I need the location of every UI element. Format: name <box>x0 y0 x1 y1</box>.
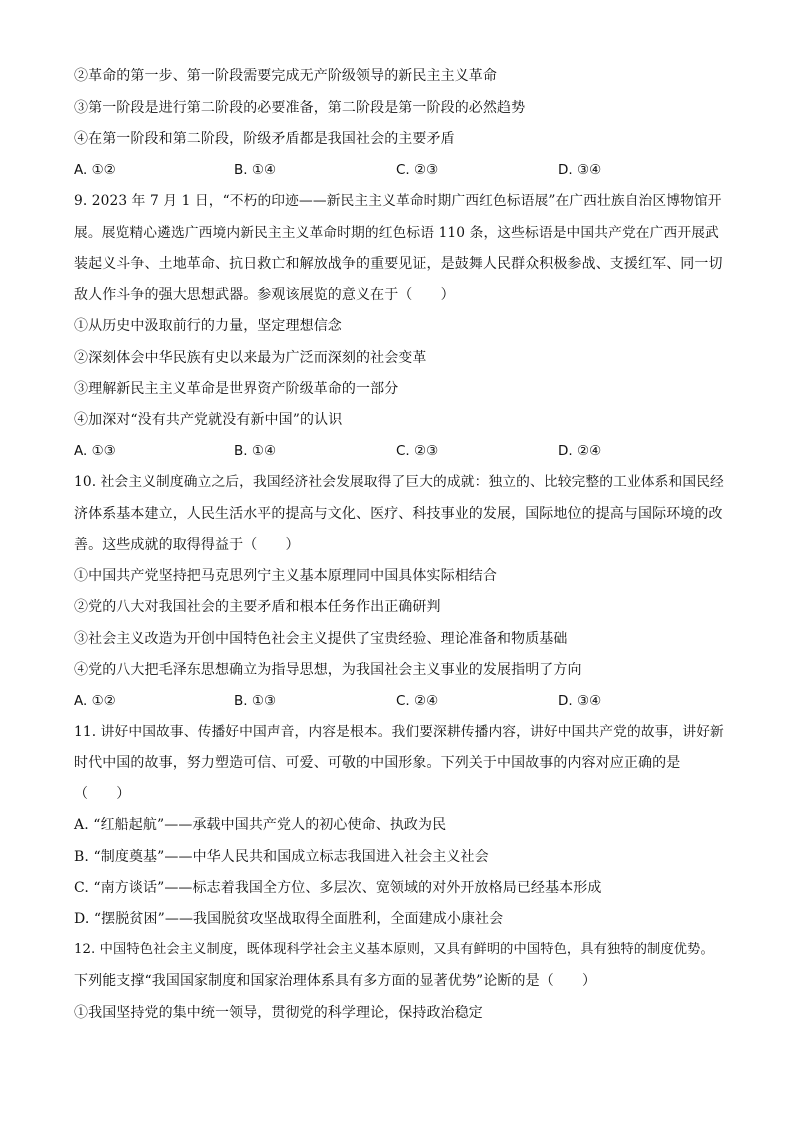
option-d: D. ②④ <box>558 443 602 459</box>
question-12-stem-line-2: 下列能支撑“我国国家制度和国家治理体系具有多方面的显著优势”论断的是（ ） <box>74 973 597 989</box>
option-d: D. ③④ <box>558 162 602 178</box>
question-10-statement-3: ③社会主义改造为开创中国特色社会主义提供了宝贵经验、理论准备和物质基础 <box>74 631 568 647</box>
question-9-statement-1: ①从历史中汲取前行的力量，坚定理想信念 <box>74 318 342 334</box>
question-9-statement-3: ③理解新民主主义革命是世界资产阶级革命的一部分 <box>74 381 399 397</box>
option-a: A. ①② <box>74 693 116 709</box>
question-11-choice-d: D. “摆脱贫困”——我国脱贫攻坚战取得全面胜利，全面建成小康社会 <box>74 911 504 927</box>
question-10-statement-1: ①中国共产党坚持把马克思列宁主义基本原理同中国具体实际相结合 <box>74 568 497 584</box>
question-10-options <box>74 691 724 711</box>
question-11-choice-a: A. “红船起航”——承载中国共产党人的初心使命、执政为民 <box>74 817 447 833</box>
question-10-stem-line-3: 善。这些成就的取得得益于（ ） <box>74 537 300 553</box>
option-b: B. ①④ <box>234 162 277 178</box>
question-9-options <box>74 441 724 461</box>
statement-3: ③第一阶段是进行第二阶段的必要准备，第二阶段是第一阶段的必然趋势 <box>74 100 526 116</box>
question-11-choice-c: C. “南方谈话”——标志着我国全方位、多层次、宽领域的对外开放格局已经基本形成 <box>74 880 602 896</box>
option-c: C. ②③ <box>396 443 439 459</box>
question-11-stem-line-2: 时代中国的故事，努力塑造可信、可爱、可敬的中国形象。下列关于中国故事的内容对应正确的是 <box>74 755 681 771</box>
question-10-stem-line-1: 10. 社会主义制度确立之后，我国经济社会发展取得了巨大的成就：独立的、比较完整的工业体系和国民经 <box>74 474 724 490</box>
option-c: C. ②③ <box>396 162 439 178</box>
option-a: A. ①② <box>74 162 116 178</box>
question-11-stem-line-1: 11. 讲好中国故事、传播好中国声音，内容是根本。我们要深耕传播内容，讲好中国共产党的故事，讲好新 <box>74 724 724 740</box>
question-10-statement-2: ②党的八大对我国社会的主要矛盾和根本任务作出正确研判 <box>74 599 441 615</box>
question-10-stem-line-2: 济体系基本建立，人民生活水平的提高与文化、医疗、科技事业的发展，国际地位的提高与国际环境的改 <box>74 506 723 522</box>
option-b: B. ①③ <box>234 693 277 709</box>
statement-2: ②革命的第一步、第一阶段需要完成无产阶级领导的新民主主义革命 <box>74 68 497 84</box>
option-c: C. ②④ <box>396 693 439 709</box>
question-10-statement-4: ④党的八大把毛泽东思想确立为指导思想，为我国社会主义事业的发展指明了方向 <box>74 662 582 678</box>
question-11-stem-line-3: （ ） <box>74 786 131 802</box>
option-a: A. ①③ <box>74 443 116 459</box>
question-9-statement-2: ②深刻体会中华民族有史以来最为广泛而深刻的社会变革 <box>74 350 427 366</box>
question-12-stem-line-1: 12. 中国特色社会主义制度，既体现科学社会主义基本原则，又具有鲜明的中国特色，具有独特的制度优势。 <box>74 942 714 957</box>
statement-4: ④在第一阶段和第二阶段，阶级矛盾都是我国社会的主要矛盾 <box>74 131 455 147</box>
question-9-stem-line-3: 装起义斗争、土地革命、抗日救亡和解放战争的重要见证，是鼓舞人民群众积极参战、支援红军、同一切 <box>74 256 723 272</box>
answer-options <box>74 160 724 180</box>
question-9-stem-line-1: 9. 2023 年 7 月 1 日，“不朽的印迹——新民主主义革命时期广西红色标语展”在广西壮族自治区博物馆开 <box>74 193 722 209</box>
question-9-stem-line-2: 展。展览精心遴选广西境内新民主主义革命时期的红色标语 110 条，这些标语是中国共产党在广西开展武 <box>74 225 719 241</box>
question-9-stem-line-4: 敌人作斗争的强大思想武器。参观该展览的意义在于（ ） <box>74 287 455 303</box>
option-d: D. ③④ <box>558 693 602 709</box>
question-11-choice-b: B. “制度奠基”——中华人民共和国成立标志我国进入社会主义社会 <box>74 849 489 865</box>
question-9-statement-4: ④加深对“没有共产党就没有新中国”的认识 <box>74 412 343 428</box>
option-b: B. ①④ <box>234 443 277 459</box>
question-12-statement-1: ①我国坚持党的集中统一领导，贯彻党的科学理论，保持政治稳定 <box>74 1005 483 1021</box>
